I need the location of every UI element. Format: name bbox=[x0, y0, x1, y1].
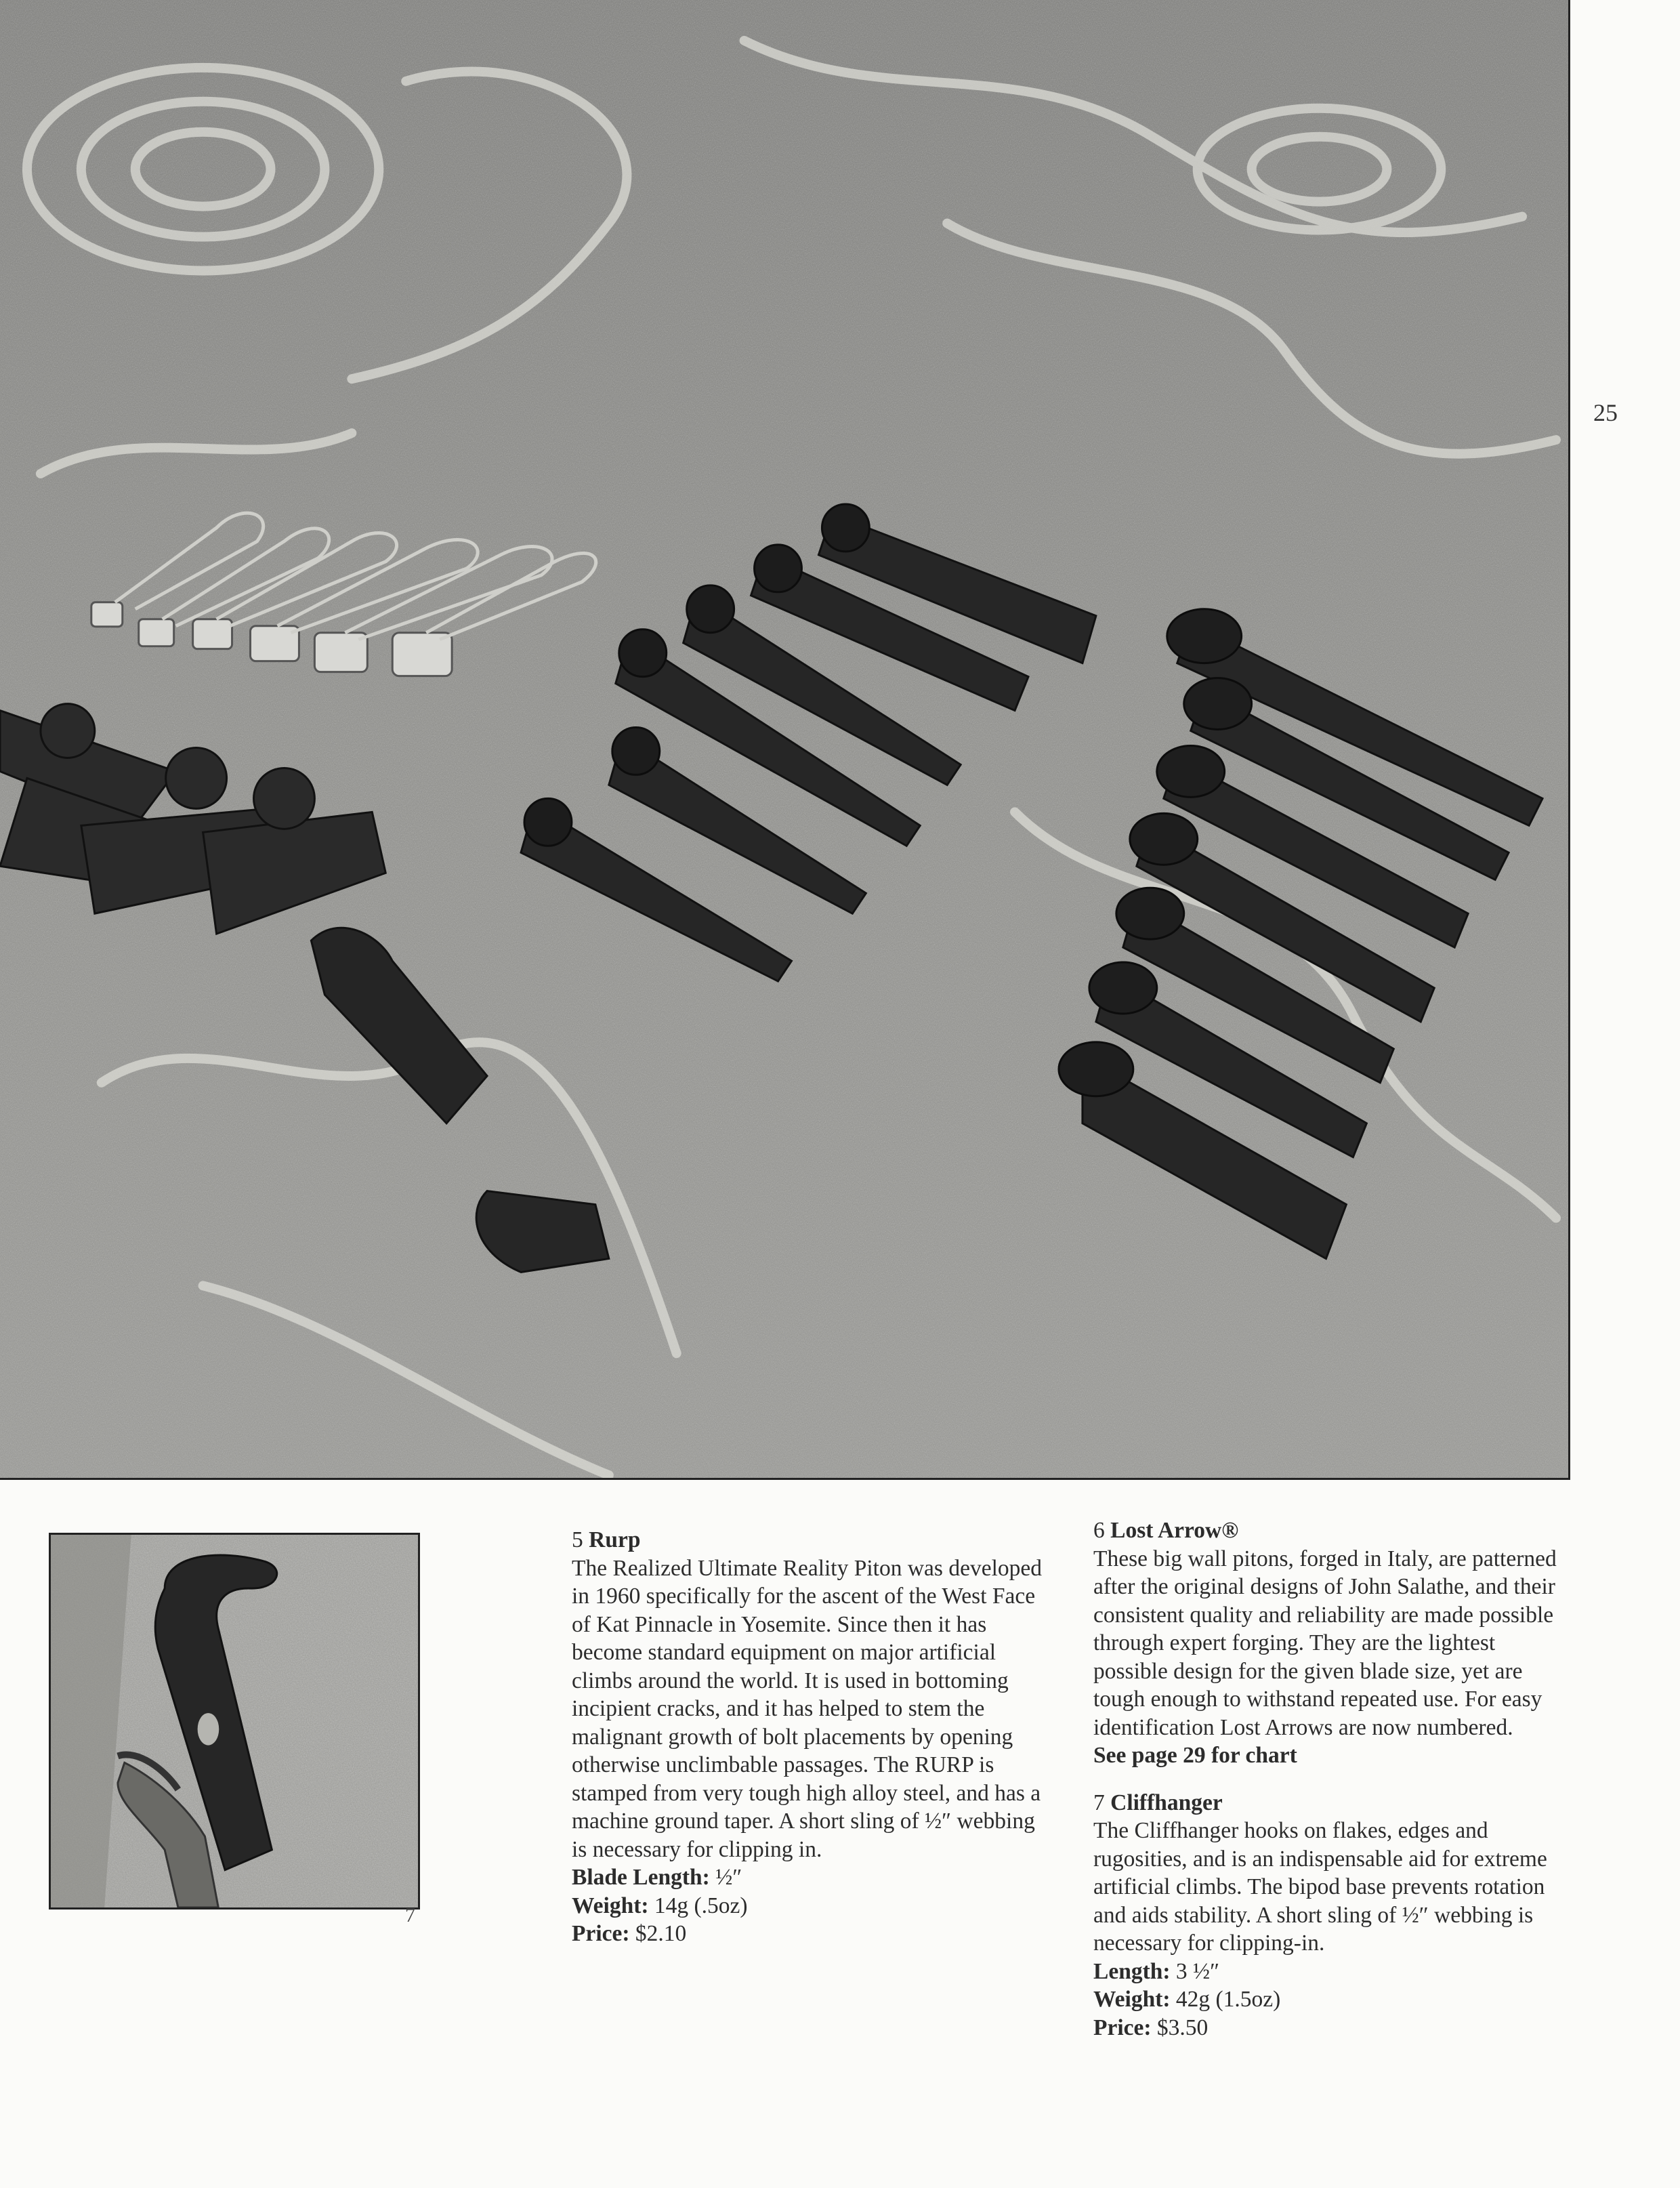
cliffhanger-spec-length bbox=[1093, 1958, 1573, 1986]
see-chart-link: See page 29 for chart bbox=[1093, 1743, 1297, 1768]
spec-value: 42g (1.5oz) bbox=[1175, 1987, 1281, 2012]
rurp-section bbox=[572, 1526, 1046, 1948]
rurp-title: Rurp bbox=[589, 1527, 641, 1552]
rurp-number: 5 bbox=[572, 1527, 583, 1552]
rurp-body: The Realized Ultimate Reality Piton was developed in 1960 specifically for the ascent of the West Face of Kat Pinnacle in Yosemite. Since then it has become standard equipment on major artificial climbs around the world. It is used in bottoming incipient cracks, and it has helped to stem the malignant growth of bolt placements by opening otherwise unclimbable passages. The RURP is stamped from very tough high alloy steel, and has a machine ground taper. A short sling of ½″ webbing is necessary for clipping in. bbox=[572, 1555, 1042, 1862]
spec-label: Price: bbox=[1093, 2015, 1152, 2040]
cliffhanger-section bbox=[1093, 1789, 1573, 2042]
cliffhanger-spec-weight bbox=[1093, 1985, 1573, 2014]
inset-caption: 7 bbox=[405, 1904, 415, 1926]
spec-value: 14g (.5oz) bbox=[654, 1893, 748, 1918]
spec-label: Weight: bbox=[1093, 1987, 1171, 2012]
cliffhanger-spec-price bbox=[1093, 2014, 1573, 2042]
rurp-spec-blade-length bbox=[572, 1863, 1046, 1892]
cliffhanger-title: Cliffhanger bbox=[1110, 1790, 1223, 1815]
spec-label: Weight: bbox=[572, 1893, 649, 1918]
lost-arrow-section bbox=[1093, 1516, 1573, 1770]
cliffhanger-photo bbox=[49, 1533, 420, 1910]
cliffhanger-heading bbox=[1093, 1789, 1573, 1817]
rurp-heading bbox=[572, 1526, 1046, 1554]
spec-value: ½″ bbox=[715, 1865, 742, 1890]
spec-value: 3 ½″ bbox=[1175, 1958, 1220, 1984]
rurp-spec-price bbox=[572, 1920, 1046, 1948]
page-number: 25 bbox=[1593, 399, 1618, 426]
right-column bbox=[1093, 1516, 1573, 2042]
spec-label: Length: bbox=[1093, 1958, 1171, 1984]
spec-value: $3.50 bbox=[1156, 2015, 1209, 2040]
spec-label: Price: bbox=[572, 1921, 630, 1946]
cliffhanger-body: The Cliffhanger hooks on flakes, edges and rugosities, and is an indispensable aid for extreme artificial climbs. The bipod base prevents rotation and aids stability. A short sling of ½″ webbing is necessary for clipping-in. bbox=[1093, 1818, 1547, 1956]
lost-arrow-heading bbox=[1093, 1516, 1573, 1545]
section-gap bbox=[1093, 1770, 1573, 1789]
rurp-spec-weight bbox=[572, 1892, 1046, 1920]
lost-arrow-number: 6 bbox=[1093, 1518, 1105, 1543]
cliffhanger-number: 7 bbox=[1093, 1790, 1105, 1815]
spec-label: Blade Length: bbox=[572, 1865, 710, 1890]
lost-arrow-body: These big wall pitons, forged in Italy, are patterned after the original designs of John Salathe, and their consistent quality and reliability are made possible through expert forging. They are the lightest possible design for the given blade size, yet are tough enough to withstand repeated use. For easy identification Lost Arrows are now numbered. bbox=[1093, 1546, 1557, 1740]
lost-arrow-title: Lost Arrow® bbox=[1110, 1518, 1239, 1543]
spec-value: $2.10 bbox=[635, 1921, 687, 1946]
